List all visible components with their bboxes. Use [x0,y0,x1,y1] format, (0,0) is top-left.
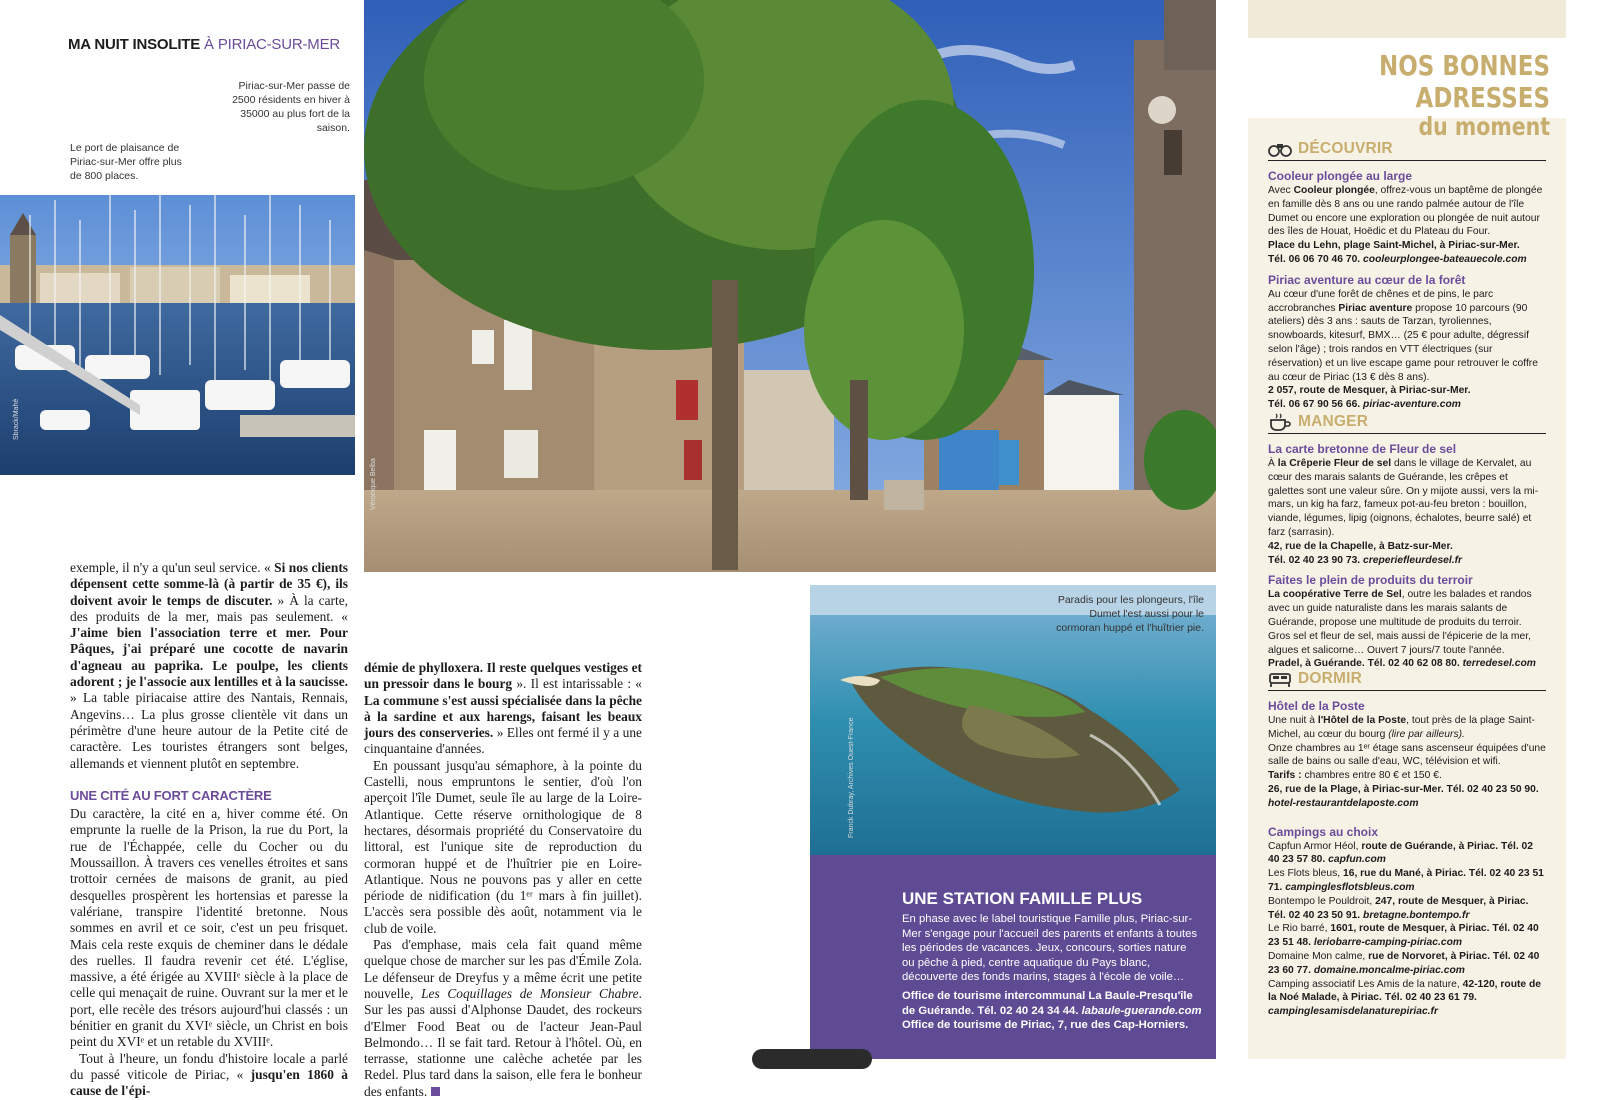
famille-url-link[interactable]: labaule-guerande.com [1081,1004,1202,1017]
address-url-link[interactable]: cooleurplongee-bateauecole.com [1363,253,1527,265]
address-url-link[interactable]: leriobarre-camping-piriac.com [1313,937,1463,949]
credit-port: Sbrack/Mahé [13,398,20,440]
header-place: À PIRIAC-SUR-MER [204,36,341,53]
address-item: Hôtel de la Poste Une nuit à l'Hôtel de la Poste, tout près de la plage Saint-Michel, au cœur du bourg (lire par ailleurs). Onze chambres au 1ᵉʳ étage sans ascenseur équipées d'une salle de bains ou salle d'eau, WC, télévision et wifi. Tarifs : chambres entre 80 € et 150 €. 26, rue de la Plage, à Piriac-sur-Mer. Tél. 02 40 23 50 90. hotel-restaurantdelaposte.com [1268,699,1546,809]
address-url-link[interactable]: domaine.moncalme-piriac.com [1313,964,1465,976]
sidebar-top-band [1248,0,1566,38]
address-url-link[interactable]: piriac-aventure.com [1363,399,1461,411]
address-url-link[interactable]: terredesel.com [1462,658,1536,670]
famille-offices: Office de tourisme intercommunal La Baule-Presqu'île de Guérande. Tél. 02 40 24 34 44. labaule-guerande.com Office de tourisme de Piriac, 7, rue des Cap-Horniers. [902,990,1202,1031]
address-item: Campings au choix Capfun Armor Héol, route de Guérande, à Piriac. Tél. 02 40 23 57 80. capfun.com Les Flots bleus, 16, rue du Mané, à Piriac. Tél. 02 40 23 51 71. campinglesflotsbleus.com Bontempo le Pouldroit, 247, route de Mesquer, à Piriac. Tél. 02 40 23 50 91. bretagne.bontempo.fr Le Rio barré, 1601, route de Mesquer, à Piriac. Tél. 02 40 23 51 48. leriobarre-camping-piriac.com Domaine Mon calme, rue de Norvoret, à Piriac. Tél. 02 40 23 60 77. domaine.moncalme-piriac.com Camping associatif Les Amis de la nature, 42-120, route de la Noé Malade, à Piriac. Tél. 02 40 23 61 79. campinglesamisdelanaturepiriac.fr [1268,824,1544,1018]
address-url-link[interactable]: bretagne.bontempo.fr [1363,909,1470,921]
binoculars-icon [1268,140,1292,158]
article-column-2 [364,660,642,1100]
famille-description: En phase avec le label touristique Famille plus, Piriac-sur-Mer s'engage pour l'accueil des parents et enfants à toutes les périodes de vacances. Jeux, concours, sorties nature ou pêche à pied, centre aquatique du Pays blanc, découverte des fonds marins, stages à l'école de voile… [902,913,1198,983]
address-item: Piriac aventure au cœur de la forêt Au cœur d'une forêt de chênes et de pins, le parc accrobranches Piriac aventure propose 10 parcours (90 ateliers) dès 3 ans : sauts de Tarzan, tyroliennes, snowboards, kitesurf, BMX… (25 € pour adulte, dégressif selon l'âge) ; trois randos en VTT électriques (sur réservation) et un live escape game pour retrouver le coffre au cœur de Piriac (13 € dès 8 ans). 2 057, route de Mesquer, à Piriac-sur-Mer. Tél. 06 67 90 56 66. piriac-aventure.com [1268,272,1538,411]
caption-ile-dumet: Paradis pour les plongeurs, l'île Dumet l'est aussi pour le cormoran huppé et l'huîtrier pie. [1056,594,1204,634]
caption-port: Le port de plaisance de Piriac-sur-Mer offre plus de 800 places. [70,142,182,182]
bed-icon [1268,670,1292,688]
section-label: DÉCOUVRIR [1298,140,1393,157]
credit-island: Franck Dubray, Archives Ouest-France [848,717,855,838]
header-title: MA NUIT INSOLITE [68,36,201,53]
section-manger [1268,413,1546,677]
address-item: La carte bretonne de Fleur de sel À la Crêperie Fleur de sel dans le village de Kervalet, au cœur des marais salants de Guérande, les crêpes et galettes sont une valeur sûre. On y mijote aussi, vers la mi-mars, un kig ha farz, fameux pot-au-feu breton : bouillon, viande, légumes, lipig (oignons, échalotes, beurre salé) et farz (sarrasin). 42, rue de la Chapelle, à Batz-sur-Mer. Tél. 02 40 23 90 73. creperiefleurdesel.fr [1268,442,1539,566]
famille-plus-box [810,855,1216,1059]
end-mark-icon [431,1087,440,1096]
page-scroll-handle[interactable] [752,1049,872,1069]
address-url-link[interactable]: campinglesflotsbleus.com [1285,881,1415,893]
address-url-link[interactable]: creperiefleurdesel.fr [1363,554,1463,566]
section-dormir [1268,670,1546,1025]
address-item: Faites le plein de produits du terroir La coopérative Terre de Sel, outre les balades et randos avec un guide naturaliste dans les marais salants de Guérande, propose une multitude de produits du terroir. Gros sel et fleur de sel, mais aussi de l'épicerie de la mer, algues et salicorne… Ouvert 7 jours/7 toute l'année. Pradel, à Guérande. Tél. 02 40 62 08 80. terredesel.com [1268,573,1536,670]
article-header [68,36,340,53]
article-paragraph: Tout à l'heure, un fondu d'histoire locale a parlé du passé viticole de Piriac, « jusqu'en 1860 à cause de l'épi- [70,1050,348,1099]
article-paragraph: En poussant jusqu'au sémaphore, à la pointe du Castelli, nous empruntons le sentier, d'où l'on aperçoit l'île Dumet, seule île au large de la Loire-Atlantique. Cette réserve ornithologique de 8 hectares, désormais propriété du Conservatoire du littoral, est l'unique site de reproduction du cormoran huppé et de l'huîtrier pie en Loire-Atlantique. Nous ne pouvons pas y aller en cette période de nidification (du 1ᵉʳ mars à fin juillet). L'accès sera possible dès août, notamment via le club de voile. [364,757,642,936]
address-url-link[interactable]: hotel-restaurantdelaposte.com [1268,797,1419,809]
article-paragraph: Pas d'emphase, mais cela fait quand même quelque chose de marcher sur les pas d'Émile Zola. Le défenseur de Dreyfus y a même écrit une petite nouvelle, Les Coquillages de Monsieur Chabre. Sur les pas aussi d'Alphonse Daudet, des rockeurs d'Elmer Food Beat ou de l'acteur Jean-Paul Belmondo… Il se fait tard. Retour à l'hôtel. Où, en terrasse, stationne une calèche achetée par les Redel. Plus tard dans la saison, elle fera le bonheur des enfants. [364,937,642,1099]
section-label: DORMIR [1298,670,1363,687]
photo-marina [0,195,355,475]
famille-title: UNE STATION FAMILLE PLUS [902,889,1143,908]
credit-square: Véronique Belba [370,458,377,510]
section-label: MANGER [1298,413,1369,430]
coffee-cup-icon [1268,413,1292,431]
article-column-1 [70,560,348,1100]
article-paragraph: exemple, il n'y a qu'un seul service. « Si nos clients dépensent cette somme-là (à partir de 35 €), ils doivent avoir le temps de discuter. » À la carte, des produits de la mer, mais pas seulement. « J'aime bien l'association terre et mer. Pour Pâques, j'ai préparé une cocotte de navarin d'agneau au paprika. Le poulpe, les clients adorent ; je l'associe aux lentilles et à la saucisse. » La table piriacaise attire des Nantais, Rennais, Angevins… La plus grosse clientèle vit dans un périmètre d'une heure autour de la Petite cité de caractère. Les touristes étrangers sont belges, allemands et viennent plutôt en septembre. [70,560,348,771]
sidebar-title: NOS BONNES ADRESSES du moment [1379,49,1550,141]
address-item: Cooleur plongée au large Avec Cooleur plongée, offrez-vous un baptême de plongée en famille dès 8 ans ou une rando palmée autour de l'île Dumet ou encore une exploration ou plongée de nuit autour des îles de Houat, Hoëdic et du Plateau du Four. Place du Lehn, plage Saint-Michel, à Piriac-sur-Mer. Tél. 06 06 70 46 70. cooleurplongee-bateauecole.com [1268,169,1543,265]
photo-village-square [364,0,1216,572]
section-decouvrir [1268,140,1546,418]
address-url-link[interactable]: campinglesamisdelanaturepiriac.fr [1268,1006,1438,1018]
article-paragraph: démie de phylloxera. Il reste quelques vestiges et un pressoir dans le bourg ». Il est intarissable : « La commune s'est aussi spécialisée dans la pêche à la sardine et aux harengs, faisant les beaux jours des conserveries. » Elles ont fermé il y a une cinquantaine d'années. [364,660,642,757]
section-subhead: UNE CITÉ AU FORT CARACTÈRE [70,787,272,803]
article-paragraph: Du caractère, la cité en a, hiver comme été. On emprunte la ruelle de la Prison, la rue du Port, la rue de l'Échappée, celle du Cocher ou du Moussaillon. À travers ces venelles étroites et sans trottoir cernées de maisons de granit, au pied desquelles prospèrent les hortensias et paresse la valériane, transpire l'identité bretonne. Nous sommes en avril et ce soir, c'est un peu frisquet. Mais cela reste exquis de cheminer dans le dédale des ruelles. Il faudra revenir cet été. L'église, massive, a été érigée au XVIIIᵉ siècle à la place de celle qui menaçait de ruine. Ouvrant sur la mer et le port, elle recèle des trésors aujourd'hui classés : un bénitier en granit du XVIᵉ siècle, un Christ en bois peint du XVIᵉ et un retable du XVIIIᵉ. [70,806,348,1050]
caption-residents: Piriac-sur-Mer passe de 2500 résidents en hiver à 35000 au plus fort de la saison. [232,80,350,134]
address-url-link[interactable]: capfun.com [1328,854,1386,866]
